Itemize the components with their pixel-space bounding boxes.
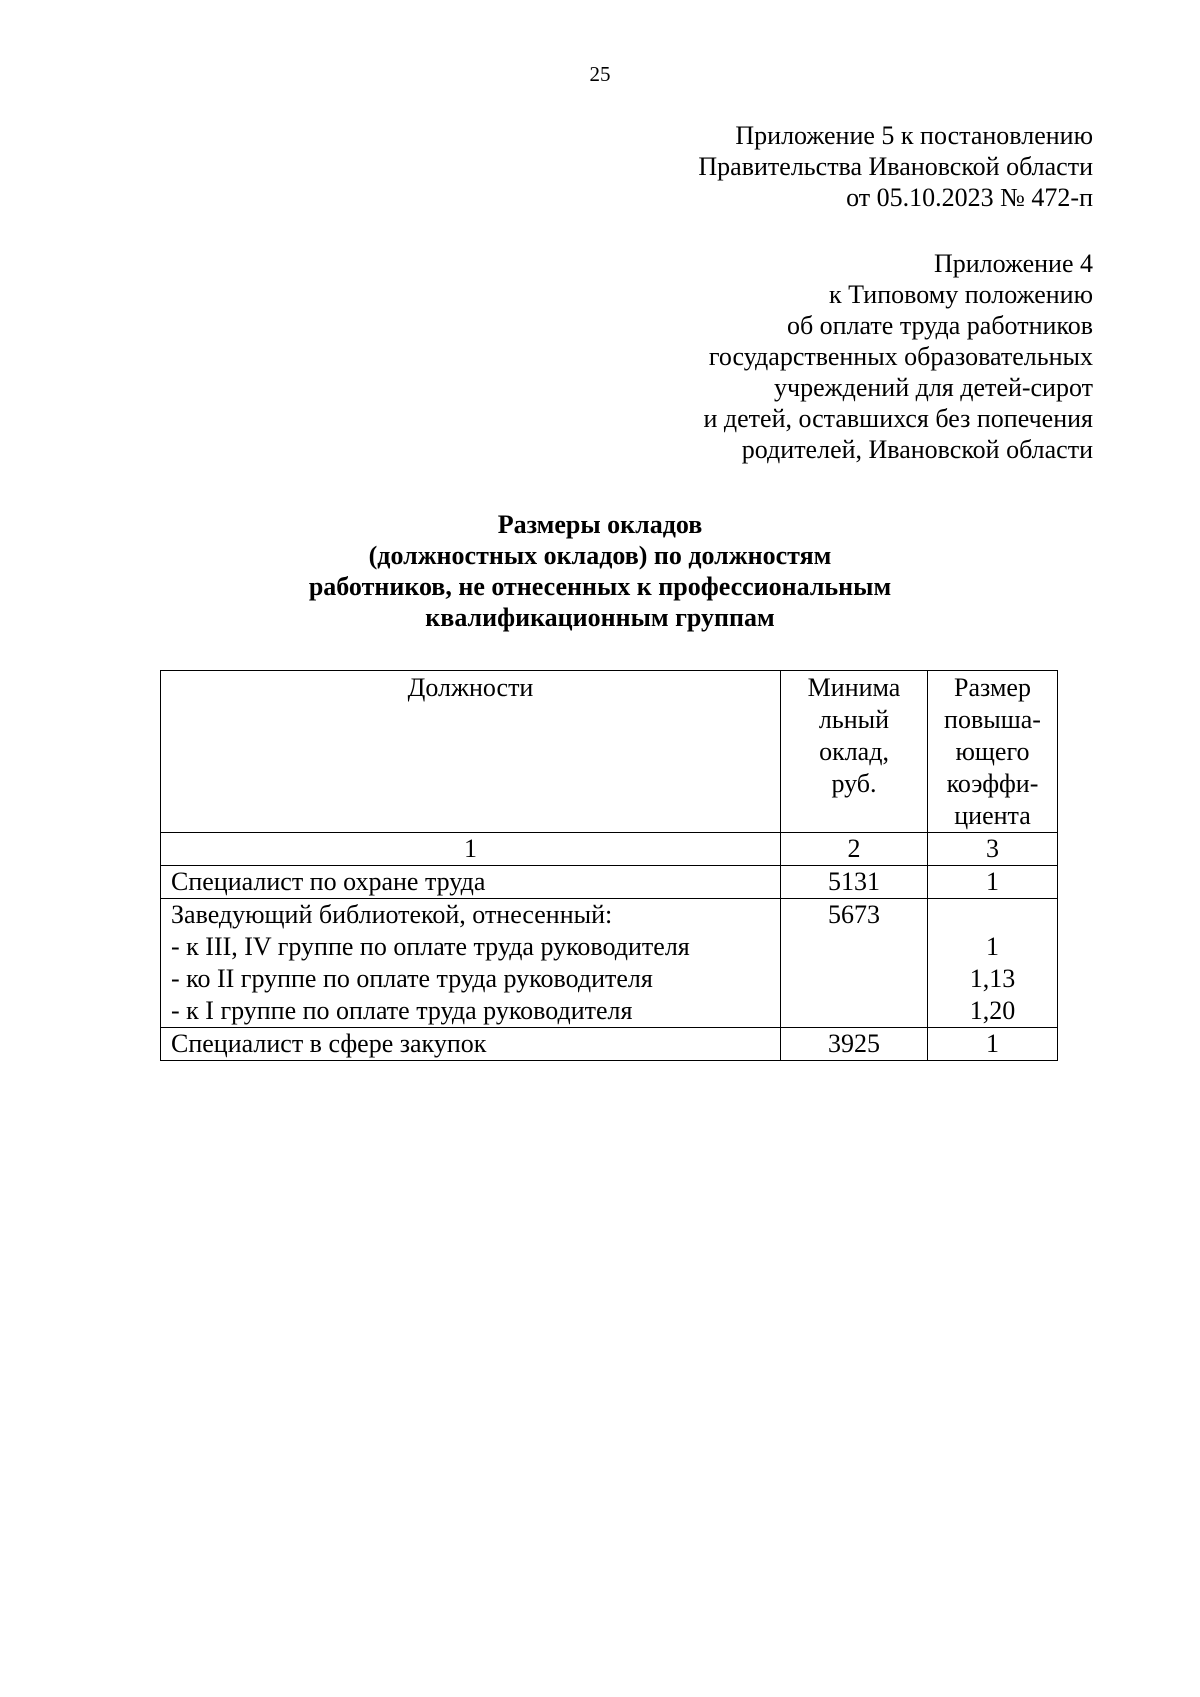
appendix-main-line: Приложение 5 к постановлению xyxy=(735,121,1093,150)
header-text: ющего xyxy=(955,737,1030,766)
header-text: руб. xyxy=(831,769,877,798)
coefficient-cell xyxy=(928,899,1058,1028)
salary-value: 3925 xyxy=(828,1029,880,1058)
appendix-sub-line: об оплате труда работников xyxy=(786,311,1093,340)
appendix-sub-line: родителей, Ивановской области xyxy=(741,435,1093,464)
header-text: Минима xyxy=(807,673,901,702)
position-text: - ко II группе по оплате труда руководителя xyxy=(171,964,653,993)
header-text: коэффи- xyxy=(946,769,1039,798)
position-cell xyxy=(161,899,781,1028)
appendix-sub-block xyxy=(703,248,1093,465)
position-text: - к III, IV группе по оплате труда руководителя xyxy=(171,932,690,961)
coefficient-value: 1 xyxy=(986,932,999,961)
header-positions xyxy=(161,671,781,833)
appendix-main-line: Правительства Ивановской области xyxy=(698,152,1093,181)
page-number: 25 xyxy=(589,62,611,86)
coefficient-value: 1 xyxy=(986,867,999,896)
appendix-sub-line: к Типовому положению xyxy=(828,280,1093,309)
coefficient-value xyxy=(938,899,1047,931)
appendix-sub-line: учреждений для детей-сирот xyxy=(774,373,1093,402)
position-text: Специалист в сфере закупок xyxy=(171,1029,487,1058)
coefficient-value: 1 xyxy=(986,1029,999,1058)
column-number: 3 xyxy=(928,833,1058,866)
salary-value: 5673 xyxy=(828,900,880,929)
salary-table xyxy=(160,670,1058,1061)
position-text: Специалист по охране труда xyxy=(171,867,486,896)
column-number: 1 xyxy=(161,833,781,866)
title-line: квалификационным группам xyxy=(425,603,775,632)
header-min-salary xyxy=(781,671,928,833)
header-text: Размер xyxy=(954,673,1031,702)
position-text: Заведующий библиотекой, отнесенный: xyxy=(171,900,613,929)
position-cell xyxy=(161,866,781,899)
title-line: Размеры окладов xyxy=(497,510,703,539)
title-line: работников, не отнесенных к профессиональным xyxy=(308,572,892,601)
appendix-sub-line: государственных образовательных xyxy=(708,342,1093,371)
column-number: 2 xyxy=(781,833,928,866)
salary-cell xyxy=(781,866,928,899)
appendix-sub-line: Приложение 4 xyxy=(933,249,1093,278)
position-text: - к I группе по оплате труда руководителя xyxy=(171,996,633,1025)
coefficient-value: 1,13 xyxy=(969,964,1016,993)
appendix-main-block xyxy=(698,120,1093,213)
header-text: льный xyxy=(818,705,890,734)
position-cell xyxy=(161,1028,781,1061)
table-numbering-row xyxy=(161,833,1058,866)
document-title xyxy=(0,509,1200,633)
appendix-main-line: от 05.10.2023 № 472-п xyxy=(846,183,1093,212)
header-text: Должности xyxy=(407,673,534,702)
salary-cell xyxy=(781,899,928,1028)
header-text: циента xyxy=(954,801,1031,830)
table-row xyxy=(161,899,1058,1028)
appendix-sub-line: и детей, оставшихся без попечения xyxy=(703,404,1093,433)
coefficient-value: 1,20 xyxy=(969,996,1016,1025)
salary-value: 5131 xyxy=(828,867,880,896)
title-line: (должностных окладов) по должностям xyxy=(368,541,832,570)
salary-cell xyxy=(781,1028,928,1061)
coefficient-cell xyxy=(928,866,1058,899)
coefficient-cell xyxy=(928,1028,1058,1061)
header-coefficient xyxy=(928,671,1058,833)
table-row xyxy=(161,1028,1058,1061)
table-row xyxy=(161,866,1058,899)
table-header-row xyxy=(161,671,1058,833)
header-text: повыша- xyxy=(944,705,1041,734)
header-text: оклад, xyxy=(819,737,889,766)
